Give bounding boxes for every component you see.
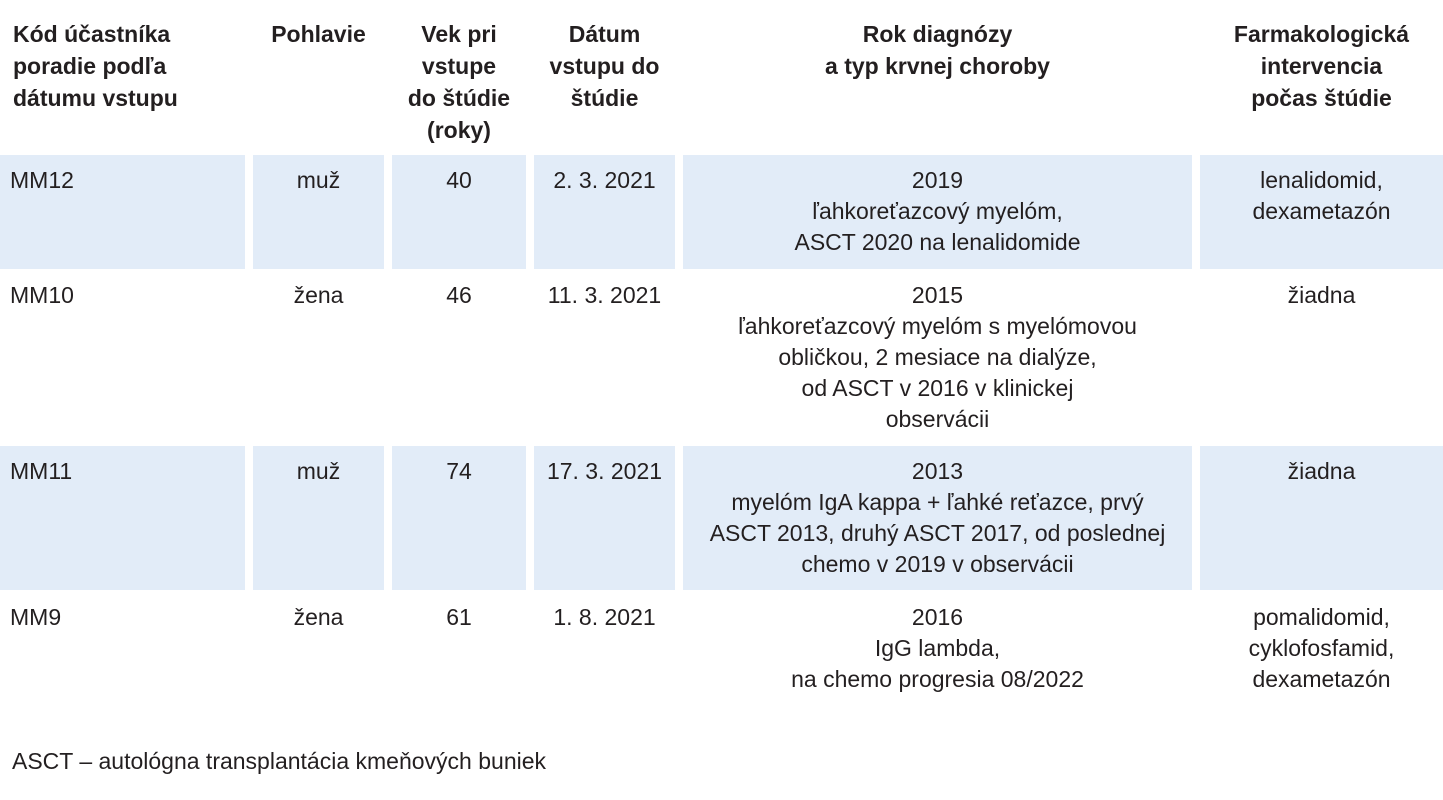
column-header-diagnosis: Rok diagnózy a typ krvnej choroby [825,21,1050,79]
column-header-intervention: Farmakologická intervencia počas štúdie [1233,21,1410,111]
table-cell-intervention: žiadna [1287,282,1356,308]
column-header-age: Vek pri vstupe do štúdie (roky) [407,21,511,143]
table-cell-sex: žena [293,282,344,308]
table-cell-participant-code: MM9 [10,604,62,630]
table-cell-intervention: pomalidomid, cyklofosfamid, dexametazón [1248,604,1395,692]
table-cell-entry-date: 17. 3. 2021 [534,446,675,590]
table-cell-sex: muž [253,155,384,269]
table-cell-intervention: žiadna [1200,446,1443,590]
table-cell-participant-code: MM12 [0,155,245,269]
table-cell-diagnosis: 2016 IgG lambda, na chemo progresia 08/2022 [791,604,1084,692]
table-cell-participant-code: MM11 [0,446,245,590]
column-header-participant-code: Kód účastníka poradie podľa dátumu vstupu [13,21,178,111]
table-cell-entry-date: 11. 3. 2021 [547,282,662,308]
table-cell-age: 61 [446,604,472,630]
table-cell-age: 40 [392,155,526,269]
table-cell-participant-code: MM10 [10,282,74,308]
table-cell-age: 46 [446,282,472,308]
column-header-sex: Pohlavie [271,21,366,47]
table-cell-diagnosis: 2019 ľahkoreťazcový myelóm, ASCT 2020 na lenalidomide [683,155,1192,269]
table-cell-entry-date: 2. 3. 2021 [534,155,675,269]
table-cell-intervention: lenalidomid, dexametazón [1200,155,1443,269]
table-cell-sex: muž [253,446,384,590]
table-cell-entry-date: 1. 8. 2021 [553,604,656,630]
table-cell-diagnosis: 2015 ľahkoreťazcový myelóm s myelómovou obličkou, 2 mesiace na dialýze, od ASCT v 2016 v klinickej observácii [738,282,1137,432]
table-cell-age: 74 [392,446,526,590]
table-cell-diagnosis: 2013 myelóm IgA kappa + ľahké reťazce, prvý ASCT 2013, druhý ASCT 2017, od poslednej chemo v 2019 v observácii [683,446,1192,590]
footnote: ASCT – autológna transplantácia kmeňových buniek [12,748,547,774]
column-header-entry-date: Dátum vstupu do štúdie [549,21,660,111]
table-cell-sex: žena [293,604,344,630]
